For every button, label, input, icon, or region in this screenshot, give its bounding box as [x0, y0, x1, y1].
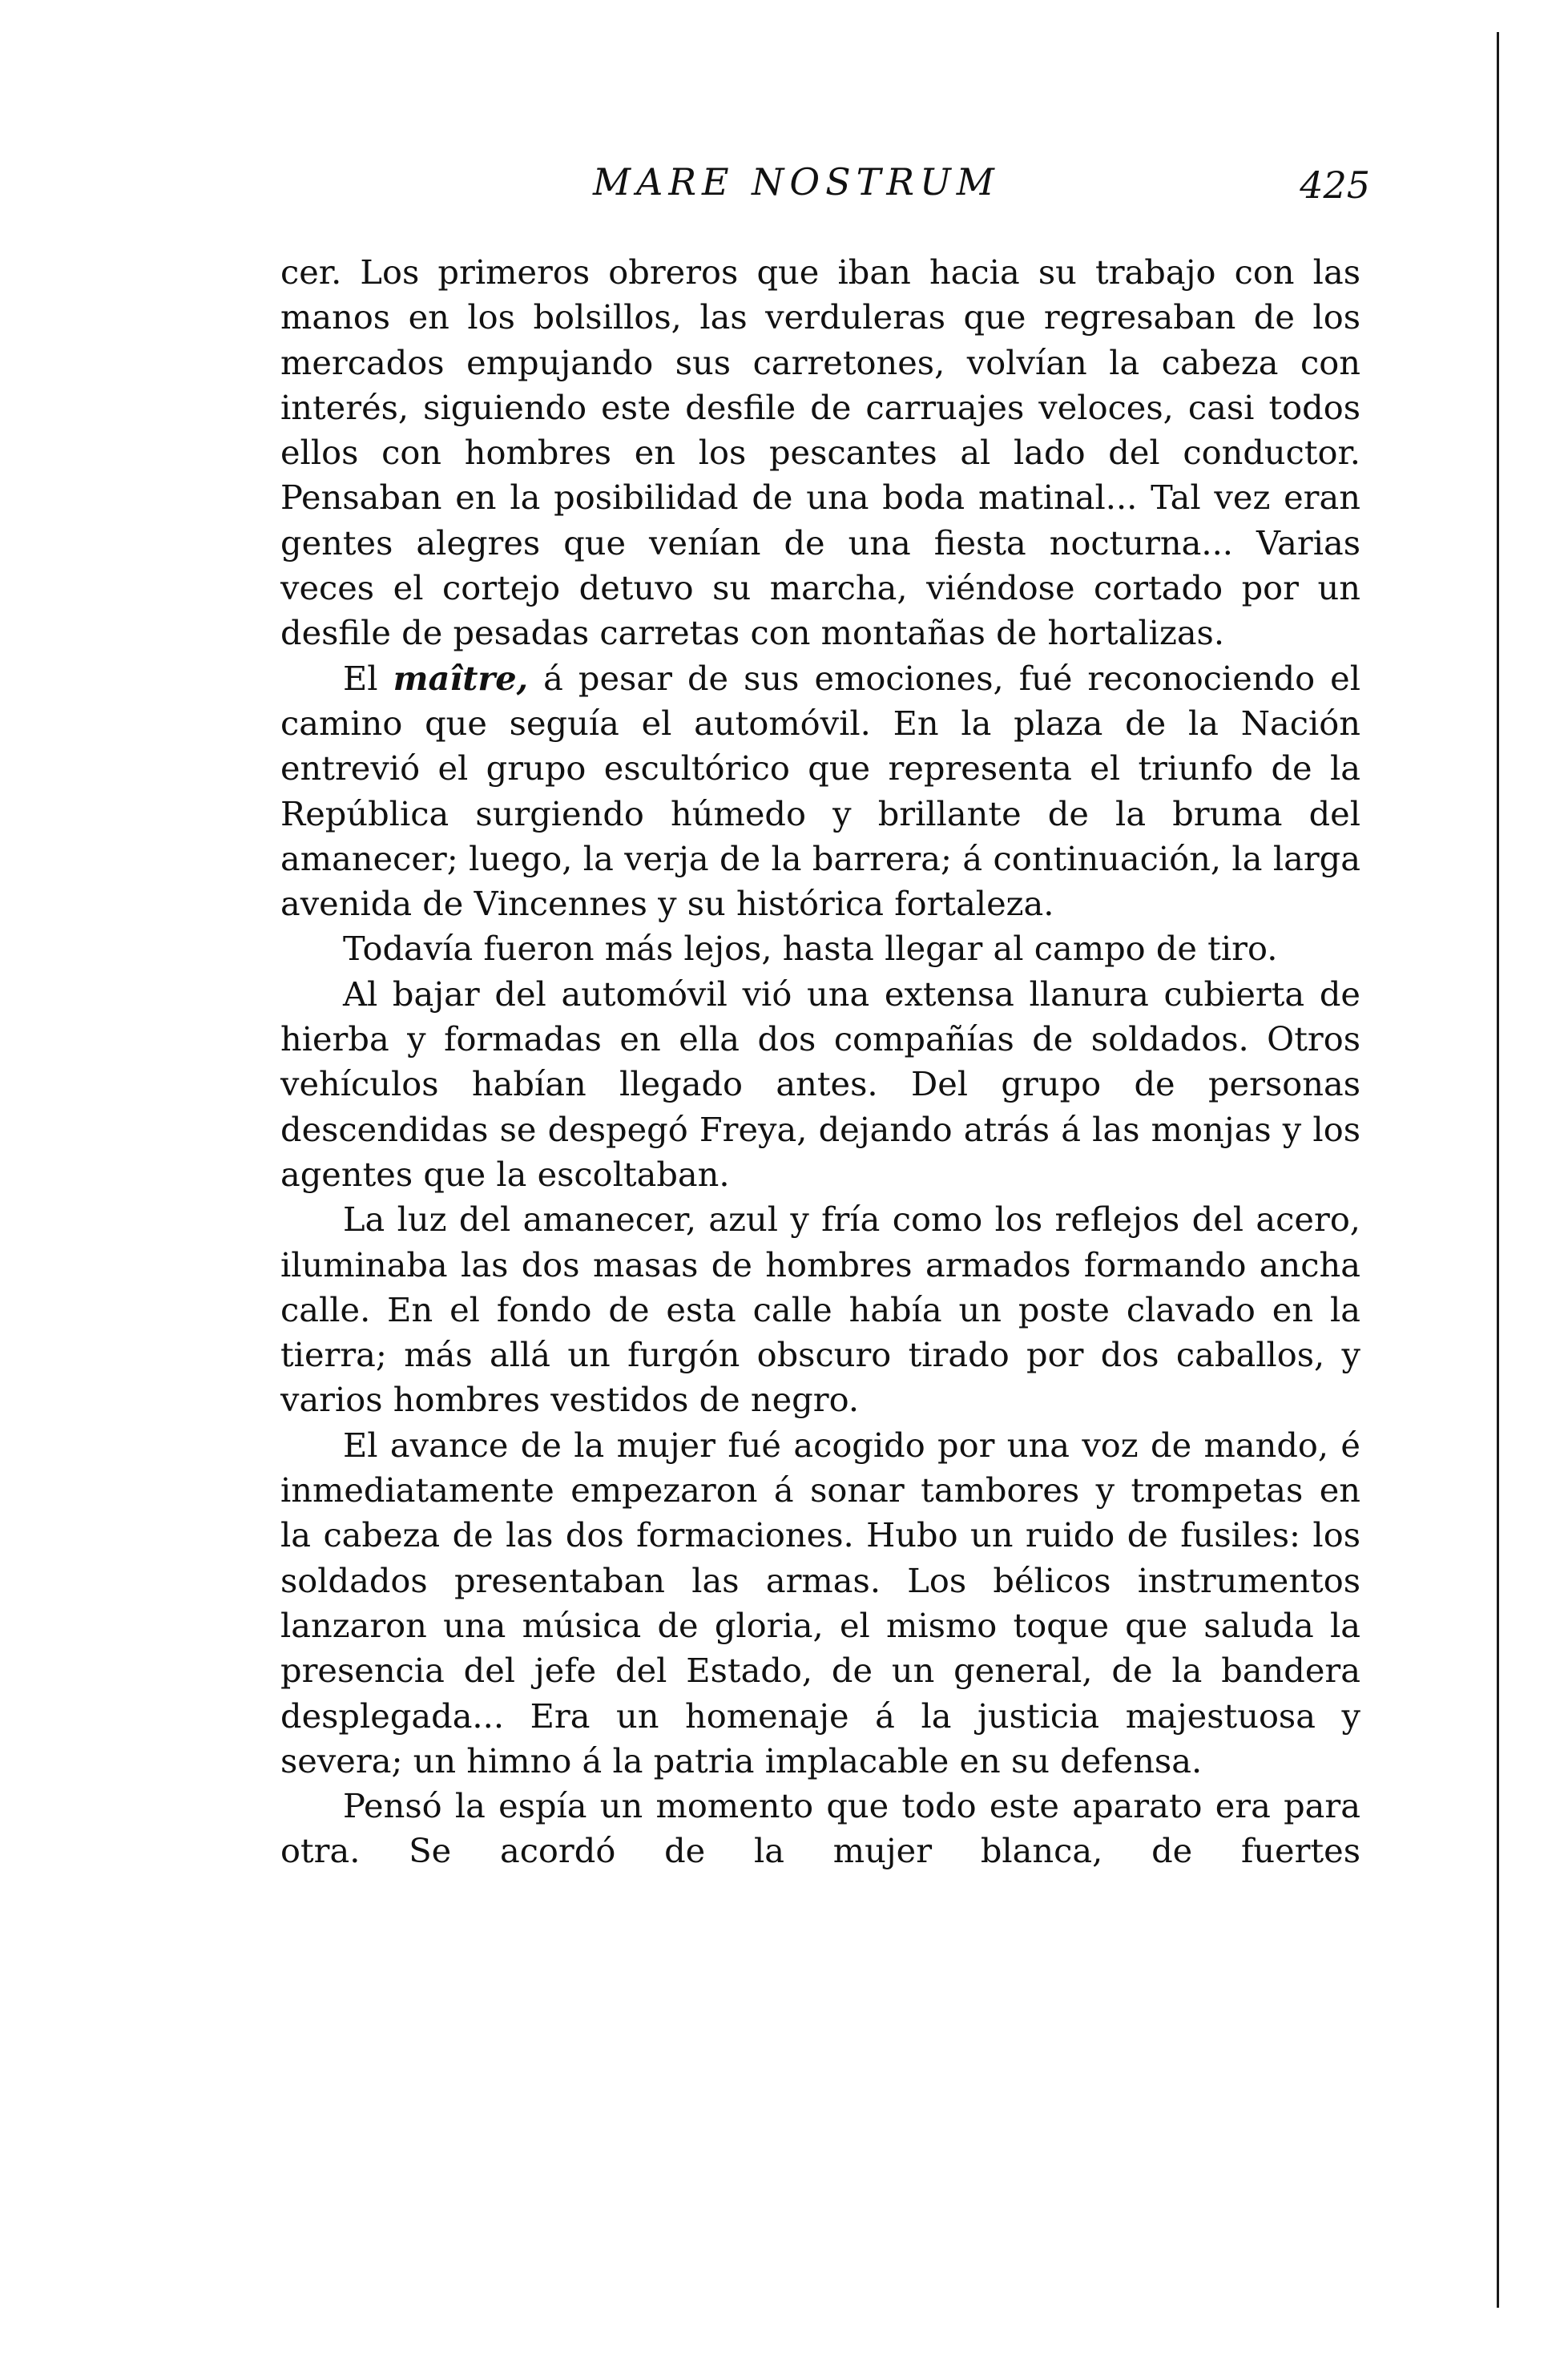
paragraph-3: Todavía fueron más lejos, hasta llegar al campo de tiro.	[343, 929, 1278, 969]
paragraph-5: La luz del amanecer, azul y fría como los reflejos del acero, iluminaba las dos masas de hombres armados formando ancha calle. En el fondo de esta calle había un poste clavado en la tierra; más allá un furgón obscuro tirado por dos caballos, y varios hombres vestidos de negro.	[280, 1200, 1360, 1420]
page-header	[593, 160, 1370, 224]
paragraph-7: Pensó la espía un momento que todo este aparato era para otra. Se acordó de la mujer blanca, de fuertes	[280, 1786, 1360, 1871]
italic-word-maitre: maître,	[393, 658, 529, 698]
page-number: 425	[1300, 163, 1370, 207]
paragraph-2	[280, 656, 1360, 927]
page-edge-line	[1497, 32, 1499, 2308]
body-text	[280, 250, 1360, 1874]
paragraph-4: Al bajar del automóvil vió una extensa llanura cubierta de hierba y formadas en ella dos compañías de soldados. Otros vehículos habían llegado antes. Del grupo de personas descendidas se despegó Freya, dejando atrás á las monjas y los agentes que la escoltaban.	[280, 974, 1360, 1194]
running-title: MARE NOSTRUM	[593, 160, 1000, 204]
paragraph-2-rest: á pesar de sus emociones, fué reconociendo el camino que seguía el automóvil. En la plaza de la Nación entrevió el grupo escultórico que representa el triunfo de la República surgiendo húmedo y brillante de la bruma del amanecer; luego, la verja de la barrera; á continuación, la larga avenida de Vincennes y su histórica fortaleza.	[280, 658, 1360, 924]
paragraph-2-start: El	[343, 658, 393, 698]
paragraph-1: cer. Los primeros obreros que iban hacia su trabajo con las manos en los bolsillos, las verduleras que regresaban de los mercados empujando sus carretones, volvían la cabeza con interés, siguiendo este desfile de carruajes veloces, casi todos ellos con hombres en los pescantes al lado del conductor. Pensaban en la posibilidad de una boda matinal... Tal vez eran gentes alegres que venían de una fiesta nocturna... Varias veces el cortejo detuvo su marcha, viéndose cortado por un desfile de pesadas carretas con montañas de hortalizas.	[280, 252, 1360, 653]
paragraph-6: El avance de la mujer fué acogido por una voz de mando, é inmediatamente empezaron á sonar tambores y trompetas en la cabeza de las dos formaciones. Hubo un ruido de fusiles: los soldados presentaban las armas. Los bélicos instrumentos lanzaron una música de gloria, el mismo toque que saluda la presencia del jefe del Estado, de un general, de la bandera desplegada... Era un homenaje á la justicia majestuosa y severa; un himno á la patria implacable en su defensa.	[280, 1425, 1360, 1780]
